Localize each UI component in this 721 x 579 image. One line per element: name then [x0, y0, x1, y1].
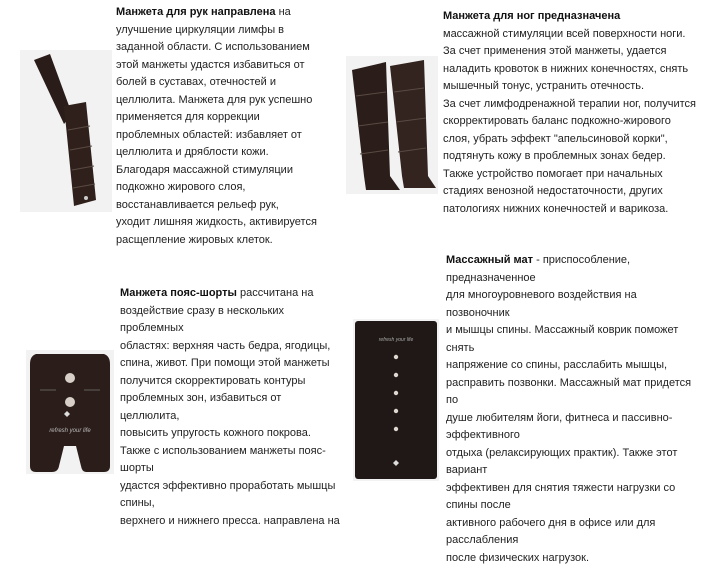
- shorts-cuff-title: Манжета пояс-шорты: [120, 287, 237, 299]
- shorts-product-text: refresh your life: [49, 428, 91, 434]
- massage-mat-title: Массажный мат: [446, 254, 534, 266]
- massage-mat-text: Массажный мат - приспособление, предназначенное для многоуровневого воздействия на позвоночник и мышцы спины. Массажный коврик поможет снять напряжение со спины, расслабить мышцы, расправить позвонки. Массажный мат придется по душе любителям йоги, фитнеса и пассивно- эффективного отдыха (релаксирующих практик). Также этот вариант эффективен для снятия тяжести нагрузки со спины после активного рабочего дня в офисе или для расслабления после физических нагрузок.: [446, 254, 692, 564]
- arm-cuff-title: Манжета для рук направлена: [116, 6, 276, 18]
- leg-cuffs-image: [346, 56, 438, 194]
- arm-cuff-image: [20, 50, 112, 212]
- massage-mat-image: [353, 319, 439, 481]
- leg-cuff-title: Манжета для ног предназначена: [443, 10, 621, 22]
- arm-cuff-text: Манжета для рук направлена на улучшение циркуляции лимфы в заданной области. С использованием этой манжеты удастся избавиться от болей в суставах, отечностей и целлюлита. Манжета для рук успешно применяется для коррекции проблемных областей: избавляет от целлюлита и дряблости кожи. Благодаря массажной стимуляции подкожно жирового слоя, восстанавливается рельеф рук, уходит лишняя жидкость, активируется расщепление жировых клеток.: [116, 6, 317, 246]
- shorts-cuff-image: [26, 350, 114, 474]
- leg-cuff-text: Манжета для ног предназначена массажной стимуляции всей поверхности ноги. За счет применения этой манжеты, удается наладить кровоток в нижних конечностях, снять мышечный тонус, устранить отечность. За счет лимфодренажной терапии ног, получится скорректировать баланс подкожно-жирового слоя, убрать эффект "апельсиновой корки", подтянуть кожу в проблемных зонах бедер. Также устройство помогает при начальных стадиях венозной недостаточности, других патологиях нижних конечностей и варикоза.: [443, 10, 696, 215]
- shorts-cuff-text: Манжета пояс-шорты рассчитана на воздействие сразу в нескольких проблемных областях: верхняя часть бедра, ягодицы, спина, живот. При помощи этой манжеты получится скорректировать контуры проблемных зон, избавиться от целлюлита, повысить упругость кожного покрова. Также с использованием манжеты пояс- шорты удастся эффективно проработать мышцы спины, верхнего и нижнего пресса. направлена на: [120, 287, 340, 527]
- mat-product-text: refresh your life: [378, 337, 414, 343]
